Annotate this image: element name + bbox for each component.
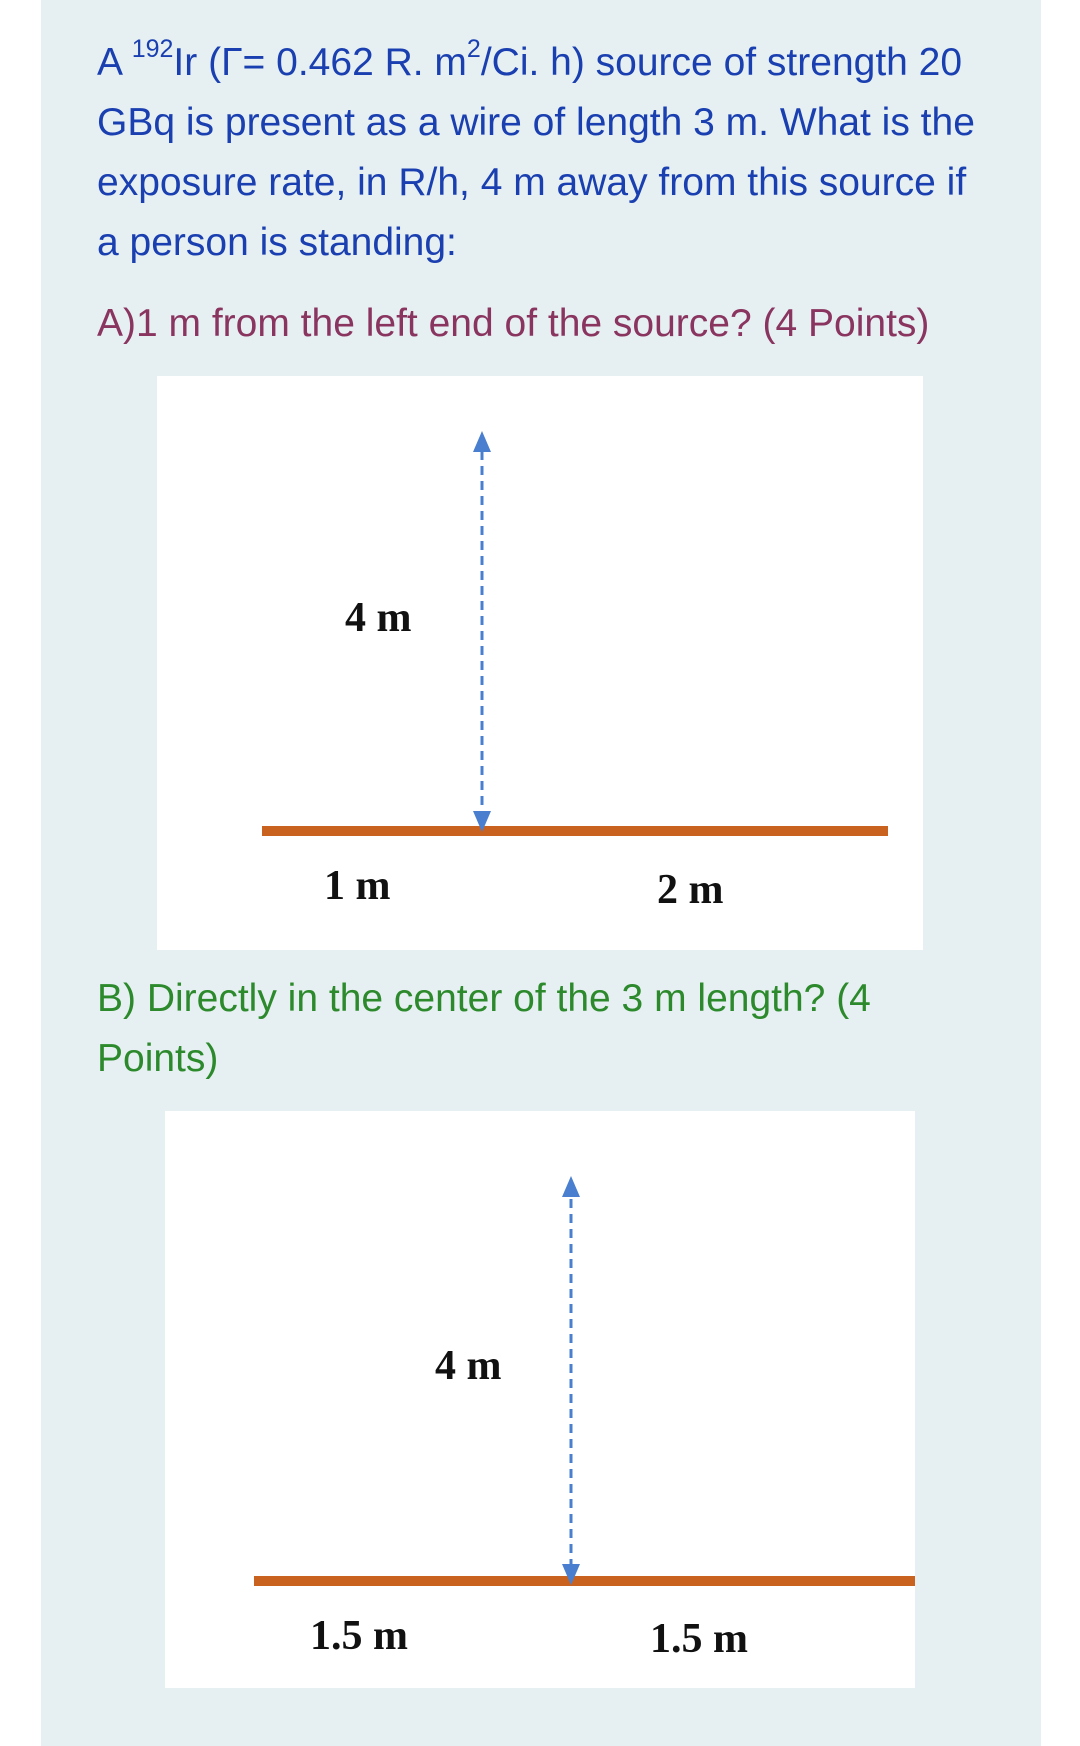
arrow-up-icon bbox=[562, 1176, 580, 1197]
part-a-text: A)1 m from the left end of the source? (4 Points) bbox=[97, 302, 930, 345]
exponent: 2 bbox=[466, 35, 481, 63]
question-text: A $^{192}$Ir (Γ= 0.462 R. $m^2/Ci$. h) source of strength 20 GBq is present as a wire of length 3 m. What is the exposure rate, in R/h, 4 m away from this source if a person is standing: bbox=[97, 35, 975, 264]
figure-a-diagram bbox=[157, 376, 923, 950]
distance-label: 4 m bbox=[435, 1343, 502, 1389]
distance-label: 4 m bbox=[345, 595, 412, 641]
figure-b-diagram bbox=[165, 1111, 915, 1688]
isotope-mass-number: 192 bbox=[131, 35, 174, 63]
figure-a bbox=[157, 376, 923, 950]
arrow-up-icon bbox=[473, 431, 491, 452]
right-segment-label: 1.5 m bbox=[650, 1616, 748, 1662]
part-b-text: B) Directly in the center of the 3 m length? (4 Points) bbox=[97, 977, 871, 1080]
figure-b bbox=[165, 1111, 915, 1688]
left-segment-label: 1 m bbox=[324, 863, 391, 909]
left-segment-label: 1.5 m bbox=[310, 1613, 408, 1659]
right-segment-label: 2 m bbox=[657, 867, 724, 913]
question-card bbox=[41, 0, 1041, 1746]
